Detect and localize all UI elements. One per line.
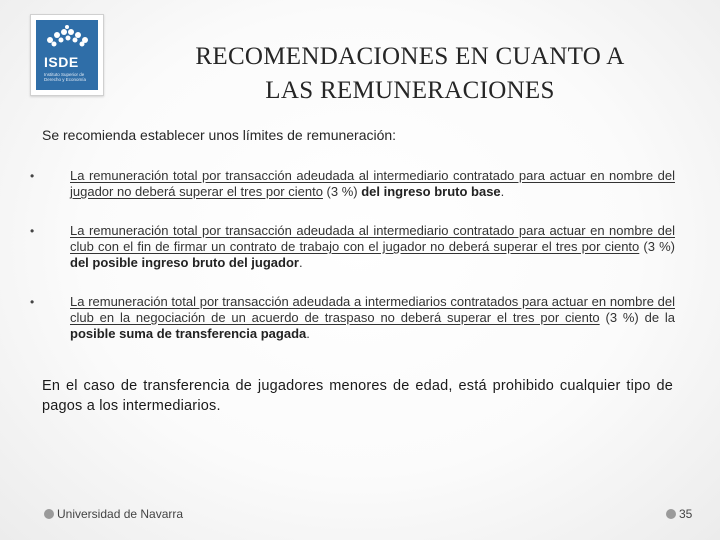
logo-subtitle: Instituto Superior de Derecho y Economía [44, 72, 87, 82]
recommendation-end: . [500, 184, 505, 199]
slide-title [130, 40, 690, 108]
recommendation-emphasis: del ingreso bruto base [361, 184, 501, 199]
page-number: 35 [679, 507, 693, 521]
logo-panel [36, 20, 98, 90]
footer-page [666, 507, 692, 521]
recommendation-emphasis: del posible ingreso bruto del jugador [70, 255, 299, 270]
recommendation-end: . [298, 255, 303, 270]
logo-emblem-icon [40, 24, 94, 48]
recommendation-text: La remuneración total por transacción adeudada al intermediario contratado para actuar en nombre del club con el fin de firmar un contrato de trabajo con el jugador no deberá superar el tres por ciento [70, 223, 675, 254]
recommendation-end: . [306, 326, 310, 341]
isde-logo [30, 14, 104, 96]
slide-title-line-1: RECOMENDACIONES EN CUANTO A [195, 43, 625, 70]
closing-statement: En el caso de transferencia de jugadores menores de edad, está prohibido cualquier tipo de pagos a los intermediarios. [42, 378, 673, 414]
list-item [30, 294, 675, 342]
logo-wordmark: ISDE [44, 54, 79, 70]
bullet-icon: • [30, 224, 35, 238]
recommendation-emphasis: posible suma de transferencia pagada [70, 326, 307, 341]
recommendation-percentage: (3 %) [322, 184, 362, 199]
list-item [30, 168, 675, 200]
footer-dot-icon [666, 509, 676, 519]
recommendation-text: La remuneración total por transacción adeudada a intermediarios contratados para actuar en nombre del club en la negociación de un acuerdo de traspaso no deberá superar el tres por ciento [70, 294, 675, 325]
recommendation-text: La remuneración total por transacción adeudada al intermediario contratado para actuar en nombre del jugador no deberá superar el tres por ciento [70, 168, 675, 199]
footer-dot-icon [44, 509, 54, 519]
list-item [30, 223, 675, 271]
intro-text: Se recomienda establecer unos límites de remuneración: [42, 127, 397, 143]
bullet-icon: • [30, 295, 35, 309]
footer-institution [44, 507, 183, 521]
recommendation-percentage: (3 %) de la [599, 310, 675, 325]
slide-title-line-2: LAS REMUNERACIONES [265, 77, 555, 104]
recommendation-list [30, 168, 675, 365]
bullet-icon: • [30, 169, 35, 183]
footer-institution-label: Universidad de Navarra [57, 507, 184, 521]
recommendation-percentage: (3 %) [639, 239, 675, 254]
